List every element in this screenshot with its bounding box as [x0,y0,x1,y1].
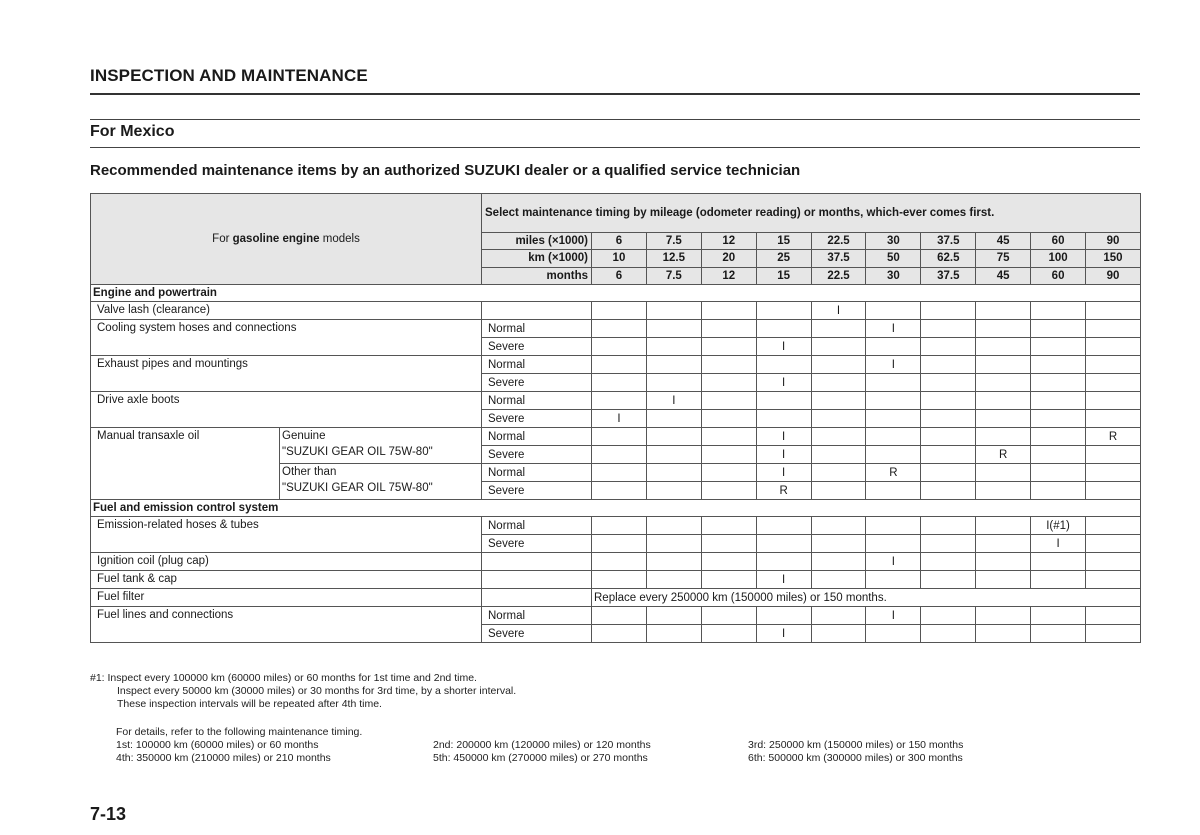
schedule-cell [1031,464,1086,482]
schedule-cell [701,302,756,320]
schedule-cell: R [756,482,811,500]
km-label: km (×1000) [482,250,592,267]
schedule-cell [976,482,1031,500]
schedule-cell [646,446,701,464]
schedule-cell [921,410,976,428]
schedule-cell: I [756,464,811,482]
timing-4th: 4th: 350000 km (210000 miles) or 210 months [116,752,331,764]
footnote-3: These inspection intervals will be repeated after 4th time. [117,698,382,710]
schedule-cell [646,320,701,338]
schedule-cell [921,625,976,643]
condition-normal: Normal [482,356,592,374]
schedule-cell [976,464,1031,482]
item-name: Fuel filter [91,589,482,607]
schedule-cell [1031,410,1086,428]
title-rule [90,93,1140,95]
schedule-cell [592,464,647,482]
schedule-cell [866,482,921,500]
schedule-cell: I [592,410,647,428]
schedule-cell [976,553,1031,571]
schedule-cell [921,320,976,338]
schedule-cell [811,428,866,446]
interval-value: 37.5 [921,233,976,250]
schedule-cell [976,517,1031,535]
model-suffix: models [319,233,360,245]
schedule-cell [701,535,756,553]
group-heading: Fuel and emission control system [91,500,1141,517]
group-row [91,500,1141,517]
schedule-cell [592,517,647,535]
interval-value: 30 [866,233,921,250]
table-row [91,571,1141,589]
model-title-cell [91,194,482,285]
schedule-cell [1086,517,1141,535]
fuel-filter-interval: Replace every 250000 km (150000 miles) or 150 months. [592,589,1141,607]
schedule-cell [866,535,921,553]
schedule-cell [756,392,811,410]
footnotes [90,672,516,711]
schedule-cell [1086,338,1141,356]
item-name: Valve lash (clearance) [91,302,482,320]
condition-cell [482,589,592,607]
schedule-cell [976,320,1031,338]
schedule-cell [1031,553,1086,571]
schedule-cell [1031,446,1086,464]
item-name: Fuel lines and connections [91,607,482,643]
interval-value: 45 [976,233,1031,250]
schedule-cell [811,320,866,338]
item-name: Exhaust pipes and mountings [91,356,482,392]
schedule-cell [1086,320,1141,338]
schedule-cell [921,392,976,410]
interval-value: 15 [756,233,811,250]
schedule-cell [1031,625,1086,643]
condition-severe: Severe [482,535,592,553]
condition-normal: Normal [482,428,592,446]
schedule-cell [1086,374,1141,392]
schedule-cell [866,517,921,535]
interval-value: 6 [592,267,647,284]
condition-normal: Normal [482,320,592,338]
schedule-cell [976,625,1031,643]
schedule-cell [701,553,756,571]
schedule-cell [921,302,976,320]
schedule-cell [756,302,811,320]
schedule-cell [811,464,866,482]
schedule-cell [701,571,756,589]
interval-value: 7.5 [646,267,701,284]
maintenance-schedule-table [90,193,1141,643]
schedule-cell [976,535,1031,553]
schedule-cell [592,428,647,446]
schedule-cell [921,464,976,482]
schedule-cell [646,517,701,535]
schedule-cell [976,607,1031,625]
schedule-cell [646,482,701,500]
section-rule-bottom [90,147,1140,148]
schedule-cell [592,535,647,553]
interval-value: 10 [592,250,647,267]
interval-value: 150 [1086,250,1141,267]
schedule-cell [646,535,701,553]
schedule-cell [811,410,866,428]
schedule-cell [976,392,1031,410]
interval-value: 7.5 [646,233,701,250]
schedule-cell [811,338,866,356]
schedule-cell [592,302,647,320]
schedule-cell [921,374,976,392]
schedule-cell [1086,392,1141,410]
schedule-cell: I [756,374,811,392]
timing-2nd: 2nd: 200000 km (120000 miles) or 120 months [433,739,651,751]
item-subtype: Genuine "SUZUKI GEAR OIL 75W-80" [280,428,482,464]
model-bold: gasoline engine [232,233,320,245]
interval-value: 100 [1031,250,1086,267]
item-name: Manual transaxle oil [91,428,280,500]
schedule-cell [646,428,701,446]
condition-normal: Normal [482,517,592,535]
schedule-cell [1031,302,1086,320]
interval-value: 6 [592,233,647,250]
interval-value: 22.5 [811,233,866,250]
schedule-cell [921,482,976,500]
schedule-cell [756,410,811,428]
schedule-cell: I [866,607,921,625]
item-name: Drive axle boots [91,392,482,428]
schedule-cell [1086,553,1141,571]
schedule-cell [866,446,921,464]
schedule-cell [701,428,756,446]
schedule-cell: I [756,338,811,356]
schedule-cell [701,356,756,374]
table-row [91,517,1141,535]
schedule-cell [701,625,756,643]
schedule-cell [1086,464,1141,482]
schedule-cell [976,356,1031,374]
schedule-cell [866,428,921,446]
section-title: For Mexico [90,123,175,140]
interval-value: 15 [756,267,811,284]
schedule-cell [976,374,1031,392]
schedule-cell [592,482,647,500]
table-row [91,553,1141,571]
schedule-cell [866,571,921,589]
model-prefix: For [212,233,233,245]
schedule-cell [592,392,647,410]
footnote-2: Inspect every 50000 km (30000 miles) or 30 months for 3rd time, by a shorter interval. [117,685,517,697]
details-row [116,739,963,752]
schedule-cell [1086,302,1141,320]
schedule-cell [811,482,866,500]
schedule-cell: I [866,553,921,571]
interval-value: 30 [866,267,921,284]
condition-severe: Severe [482,338,592,356]
schedule-cell [646,302,701,320]
interval-value: 20 [701,250,756,267]
details-row [116,752,963,765]
schedule-cell [592,446,647,464]
schedule-cell [701,320,756,338]
header-row-timing [91,194,1141,233]
interval-value: 50 [866,250,921,267]
schedule-cell: I [866,356,921,374]
schedule-cell [921,446,976,464]
schedule-cell [1086,625,1141,643]
schedule-cell [646,356,701,374]
schedule-cell [701,607,756,625]
schedule-cell [592,571,647,589]
timing-details [116,726,963,765]
page-title: INSPECTION AND MAINTENANCE [90,66,368,85]
schedule-cell [921,535,976,553]
item-subtype: Other than "SUZUKI GEAR OIL 75W-80" [280,464,482,500]
schedule-cell: I [756,625,811,643]
group-row [91,285,1141,302]
timing-1st: 1st: 100000 km (60000 miles) or 60 months [116,739,319,751]
schedule-cell [976,571,1031,589]
schedule-cell [1086,356,1141,374]
schedule-cell [1031,338,1086,356]
schedule-cell [756,517,811,535]
schedule-cell [701,338,756,356]
interval-value: 37.5 [811,250,866,267]
schedule-cell [756,320,811,338]
schedule-cell [646,607,701,625]
interval-value: 90 [1086,233,1141,250]
item-name: Emission-related hoses & tubes [91,517,482,553]
schedule-cell: I [756,446,811,464]
condition-cell [482,302,592,320]
schedule-cell [811,607,866,625]
schedule-cell: I(#1) [1031,517,1086,535]
schedule-cell [701,410,756,428]
details-intro: For details, refer to the following maintenance timing. [116,726,363,738]
schedule-cell [756,356,811,374]
table-row [91,428,1141,446]
schedule-cell [811,535,866,553]
schedule-cell [756,553,811,571]
schedule-cell [811,374,866,392]
schedule-cell [976,302,1031,320]
schedule-cell [701,517,756,535]
schedule-cell [1031,320,1086,338]
interval-value: 60 [1031,233,1086,250]
interval-value: 12 [701,267,756,284]
schedule-cell: I [1031,535,1086,553]
interval-value: 12.5 [646,250,701,267]
schedule-cell [592,320,647,338]
schedule-cell: R [866,464,921,482]
interval-value: 25 [756,250,811,267]
schedule-cell [592,625,647,643]
schedule-cell [1031,428,1086,446]
schedule-cell [811,571,866,589]
table-row [91,356,1141,374]
schedule-cell [592,338,647,356]
schedule-cell [921,553,976,571]
schedule-cell [866,302,921,320]
schedule-cell: R [1086,428,1141,446]
schedule-cell [1086,571,1141,589]
schedule-cell [701,464,756,482]
schedule-cell [921,607,976,625]
schedule-cell [976,428,1031,446]
interval-value: 37.5 [921,267,976,284]
condition-severe: Severe [482,446,592,464]
schedule-cell [811,625,866,643]
schedule-cell [811,356,866,374]
schedule-cell: I [756,428,811,446]
schedule-cell [921,517,976,535]
table-row [91,320,1141,338]
schedule-cell [921,428,976,446]
schedule-cell [1031,571,1086,589]
schedule-cell [1031,374,1086,392]
schedule-cell [921,338,976,356]
table-row [91,302,1141,320]
schedule-cell [646,374,701,392]
schedule-cell [921,571,976,589]
schedule-cell [811,517,866,535]
schedule-cell: I [866,320,921,338]
section-rule-top [90,119,1140,120]
interval-value: 45 [976,267,1031,284]
schedule-cell: I [756,571,811,589]
schedule-cell [701,482,756,500]
schedule-cell [866,625,921,643]
months-label: months [482,267,592,284]
schedule-cell [756,535,811,553]
footnote-1: #1: Inspect every 100000 km (60000 miles) or 60 months for 1st time and 2nd time. [90,672,477,684]
interval-value: 90 [1086,267,1141,284]
table-row [91,589,1141,607]
schedule-cell [1086,410,1141,428]
timing-5th: 5th: 450000 km (270000 miles) or 270 months [433,752,648,764]
schedule-cell: I [811,302,866,320]
schedule-cell [811,553,866,571]
condition-normal: Normal [482,392,592,410]
interval-value: 60 [1031,267,1086,284]
schedule-cell [811,446,866,464]
schedule-cell [701,392,756,410]
miles-label: miles (×1000) [482,233,592,250]
condition-severe: Severe [482,410,592,428]
table-row [91,607,1141,625]
schedule-cell [1086,535,1141,553]
table-subtitle: Recommended maintenance items by an authorized SUZUKI dealer or a qualified service technician [90,162,801,179]
schedule-cell [646,464,701,482]
schedule-cell [1031,607,1086,625]
interval-value: 22.5 [811,267,866,284]
page-number: 7-13 [90,804,127,824]
item-name: Cooling system hoses and connections [91,320,482,356]
interval-value: 75 [976,250,1031,267]
schedule-cell [1031,392,1086,410]
schedule-cell [1086,607,1141,625]
schedule-cell [811,392,866,410]
schedule-cell [646,625,701,643]
schedule-cell [701,446,756,464]
item-name: Ignition coil (plug cap) [91,553,482,571]
schedule-cell [866,374,921,392]
condition-cell [482,553,592,571]
condition-normal: Normal [482,464,592,482]
schedule-cell [1086,446,1141,464]
schedule-cell [756,607,811,625]
schedule-cell [646,553,701,571]
schedule-cell [976,410,1031,428]
schedule-cell [646,410,701,428]
schedule-cell [646,338,701,356]
table-row [91,392,1141,410]
condition-severe: Severe [482,374,592,392]
schedule-cell [866,338,921,356]
schedule-cell: I [646,392,701,410]
item-name: Fuel tank & cap [91,571,482,589]
schedule-cell [646,571,701,589]
schedule-cell [866,410,921,428]
schedule-cell [866,392,921,410]
timing-3rd: 3rd: 250000 km (150000 miles) or 150 months [748,739,964,751]
schedule-cell [976,338,1031,356]
schedule-cell [592,553,647,571]
schedule-cell [701,374,756,392]
timing-header: Select maintenance timing by mileage (odometer reading) or months, which-ever comes first. [482,194,1141,233]
condition-cell [482,571,592,589]
schedule-cell [592,356,647,374]
schedule-cell [592,374,647,392]
interval-value: 12 [701,233,756,250]
schedule-cell: R [976,446,1031,464]
schedule-cell [921,356,976,374]
timing-6th: 6th: 500000 km (300000 miles) or 300 months [748,752,963,764]
condition-normal: Normal [482,607,592,625]
schedule-cell [592,607,647,625]
group-heading: Engine and powertrain [91,285,1141,302]
schedule-cell [1031,356,1086,374]
schedule-cell [1031,482,1086,500]
schedule-cell [1086,482,1141,500]
condition-severe: Severe [482,482,592,500]
condition-severe: Severe [482,625,592,643]
interval-value: 62.5 [921,250,976,267]
